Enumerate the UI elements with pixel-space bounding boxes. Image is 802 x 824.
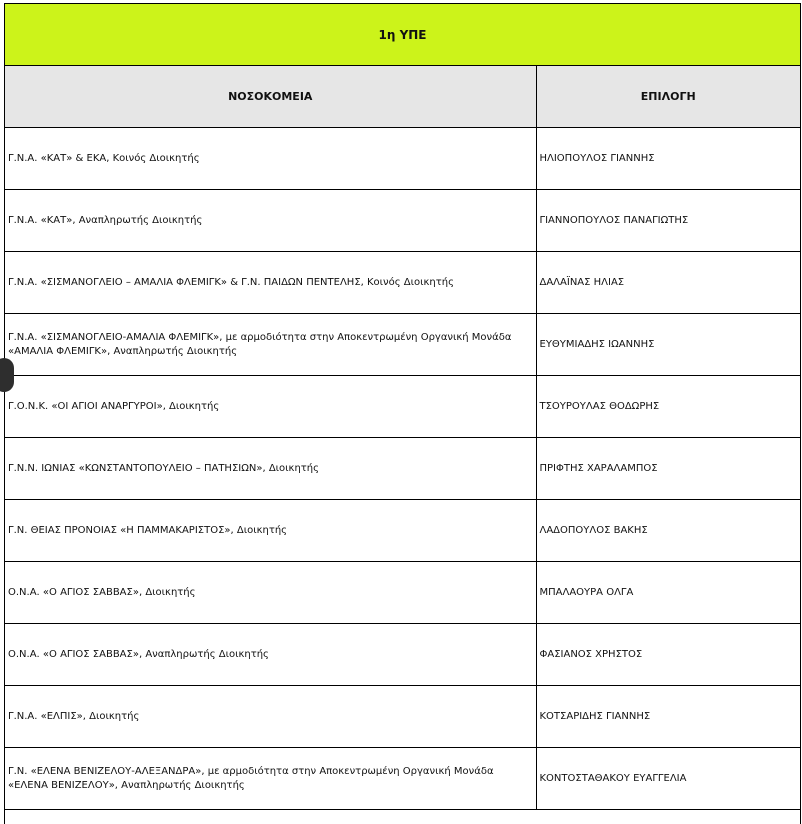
column-header-hospitals: ΝΟΣΟΚΟΜΕΙΑ bbox=[5, 66, 536, 128]
table-row bbox=[5, 624, 800, 686]
hospital-cell: Ο.Ν.Α. «Ο ΑΓΙΟΣ ΣΑΒΒΑΣ», Διοικητής bbox=[5, 562, 536, 624]
selection-cell: ΗΛΙΟΠΟΥΛΟΣ ΓΙΑΝΝΗΣ bbox=[536, 128, 800, 190]
table-row bbox=[5, 190, 800, 252]
hospital-cell: Γ.Ν.Ν. ΙΩΝΙΑΣ «ΚΩΝΣΤΑΝΤΟΠΟΥΛΕΙΟ – ΠΑΤΗΣΙΩΝ», Διοικητής bbox=[5, 438, 536, 500]
hospital-cell: Γ.Ν.Α. «ΣΙΣΜΑΝΟΓΛΕΙΟ-ΑΜΑΛΙΑ ΦΛΕΜΙΓΚ», με αρμοδιότητα στην Αποκεντρωμένη Οργανική Μονάδα «ΑΜΑΛΙΑ ΦΛΕΜΙΓΚ», Αναπληρωτής Διοικητής bbox=[5, 314, 536, 376]
table-row bbox=[5, 500, 800, 562]
hospital-cell: Γ.Ν. ΘΕΙΑΣ ΠΡΟΝΟΙΑΣ «Η ΠΑΜΜΑΚΑΡΙΣΤΟΣ», Διοικητής bbox=[5, 500, 536, 562]
table-title: 1η ΥΠΕ bbox=[5, 4, 800, 66]
table-row bbox=[5, 314, 800, 376]
selection-cell: ΦΑΣΙΑΝΟΣ ΧΡΗΣΤΟΣ bbox=[536, 624, 800, 686]
table-row bbox=[5, 252, 800, 314]
selection-cell: ΓΙΑΝΝΟΠΟΥΛΟΣ ΠΑΝΑΓΙΩΤΗΣ bbox=[536, 190, 800, 252]
hospital-cell: Γ.Ν. «ΕΛΕΝΑ ΒΕΝΙΖΕΛΟΥ-ΑΛΕΞΑΝΔΡΑ», με αρμοδιότητα στην Αποκεντρωμένη Οργανική Μονάδα «ΕΛΕΝΑ ΒΕΝΙΖΕΛΟΥ», Αναπληρωτής Διοικητής bbox=[5, 748, 536, 810]
selection-cell: ΕΥΘΥΜΙΑΔΗΣ ΙΩΑΝΝΗΣ bbox=[536, 314, 800, 376]
selection-cell: ΠΡΙΦΤΗΣ ΧΑΡΑΛΑΜΠΟΣ bbox=[536, 438, 800, 500]
hospital-cell: Γ.Ν.Α. «ΚΑΤ» & ΕΚΑ, Κοινός Διοικητής bbox=[5, 128, 536, 190]
selection-cell: ΛΑΔΟΠΟΥΛΟΣ ΒΑΚΗΣ bbox=[536, 500, 800, 562]
selection-cell: ΤΣΟΥΡΟΥΛΑΣ ΘΟΔΩΡΗΣ bbox=[536, 376, 800, 438]
column-header-selection: ΕΠΙΛΟΓΗ bbox=[536, 66, 800, 128]
hospital-cell: Γ.Ν.Α. «ΚΑΤ», Αναπληρωτής Διοικητής bbox=[5, 190, 536, 252]
hospital-cell: Γ.Ν.Α. «ΕΛΠΙΣ», Διοικητής bbox=[5, 686, 536, 748]
hospital-cell: Ο.Ν.Α. «Ο ΑΓΙΟΣ ΣΑΒΒΑΣ», Αναπληρωτής Διοικητής bbox=[5, 624, 536, 686]
table-row bbox=[5, 748, 800, 810]
table-row bbox=[5, 376, 800, 438]
scrollbar-handle[interactable] bbox=[0, 358, 14, 392]
table-row bbox=[5, 438, 800, 500]
selection-cell: ΚΟΝΤΟΣΤΑΘΑΚΟΥ ΕΥΑΓΓΕΛΙΑ bbox=[536, 748, 800, 810]
spreadsheet-table bbox=[4, 3, 801, 824]
table-row bbox=[5, 562, 800, 624]
selection-cell: ΔΑΛΑΪΝΑΣ ΗΛΙΑΣ bbox=[536, 252, 800, 314]
selection-cell: ΚΟΤΣΑΡΙΔΗΣ ΓΙΑΝΝΗΣ bbox=[536, 686, 800, 748]
table-row bbox=[5, 128, 800, 190]
selection-cell: ΜΠΑΛΑΟΥΡΑ ΟΛΓΑ bbox=[536, 562, 800, 624]
table-row bbox=[5, 686, 800, 748]
hospitals-table bbox=[5, 66, 800, 810]
hospital-cell: Γ.Ν.Α. «ΣΙΣΜΑΝΟΓΛΕΙΟ – ΑΜΑΛΙΑ ΦΛΕΜΙΓΚ» & Γ.Ν. ΠΑΙΔΩΝ ΠΕΝΤΕΛΗΣ, Κοινός Διοικητής bbox=[5, 252, 536, 314]
hospital-cell: Γ.Ο.Ν.Κ. «ΟΙ ΑΓΙΟΙ ΑΝΑΡΓΥΡΟΙ», Διοικητής bbox=[5, 376, 536, 438]
header-row bbox=[5, 66, 800, 128]
